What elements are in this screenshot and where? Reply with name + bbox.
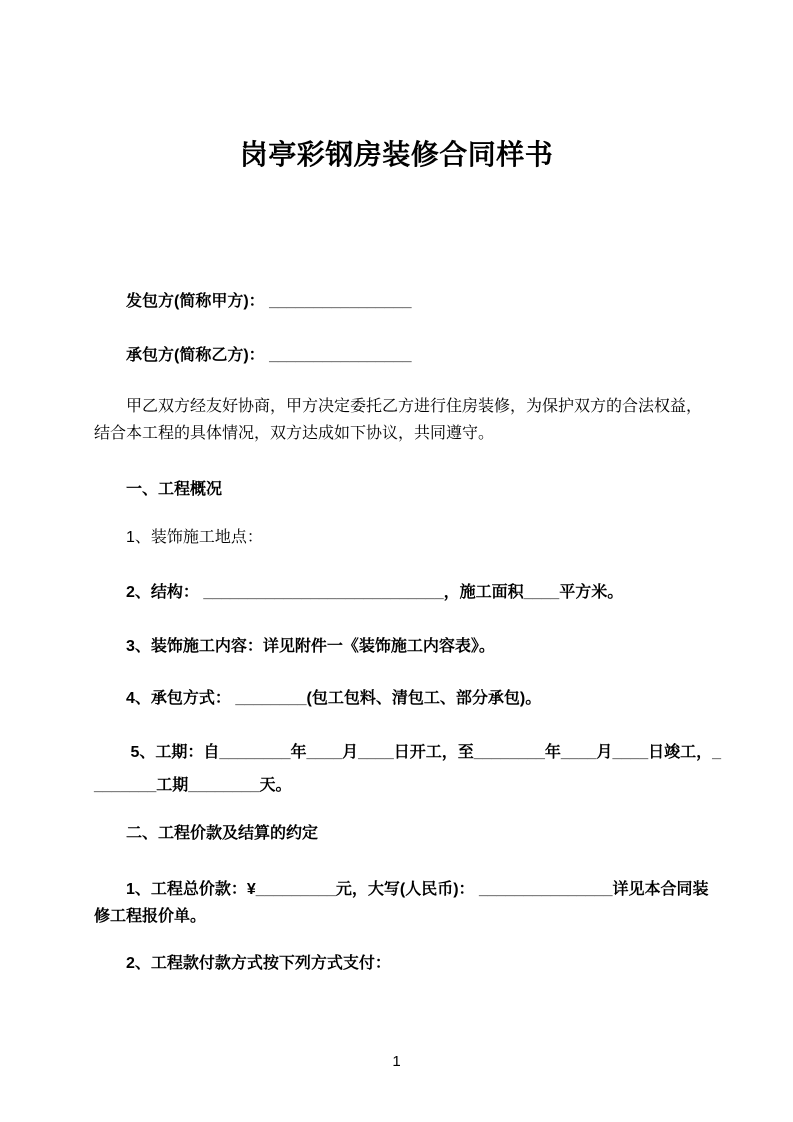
item-contracting-method: 4、承包方式： ________(包工包料、清包工、部分承包)。 <box>126 690 542 707</box>
party-b-line: 承包方(简称乙方)： ________________ <box>126 347 412 364</box>
section-1-heading: 一、工程概况 <box>126 481 223 498</box>
item-structure-and-area: 2、结构： ___________________________，施工面积____平方米。 <box>126 584 624 601</box>
item-construction-location: 1、装饰施工地点： <box>126 529 263 546</box>
item-payment-method: 2、工程款付款方式按下列方式支付： <box>126 955 391 972</box>
intro-paragraph-line-1: 甲乙双方经友好协商，甲方决定委托乙方进行住房装修，为保护双方的合法权益， <box>126 398 703 415</box>
party-a-line: 发包方(简称甲方)： ________________ <box>126 293 412 310</box>
item-total-price-line-1: 1、工程总价款：¥_________元，大写(人民币)： _______________详见本合同装 <box>126 881 709 898</box>
item-total-price-line-2: 修工程报价单。 <box>94 908 207 925</box>
page-number: 1 <box>392 1053 401 1070</box>
section-2-heading: 二、工程价款及结算的约定 <box>126 825 319 842</box>
intro-paragraph-line-2: 结合本工程的具体情况，双方达成如下协议，共同遵守。 <box>94 425 495 442</box>
item-construction-period-line-1: 5、工期：自________年____月____日开工，至________年____月____日竣工，_ <box>126 744 721 761</box>
document-title: 岗亭彩钢房装修合同样书 <box>239 139 554 170</box>
item-construction-period-line-2: _______工期________天。 <box>94 777 292 794</box>
item-construction-content: 3、装饰施工内容：详见附件一《装饰施工内容表》。 <box>126 638 495 655</box>
